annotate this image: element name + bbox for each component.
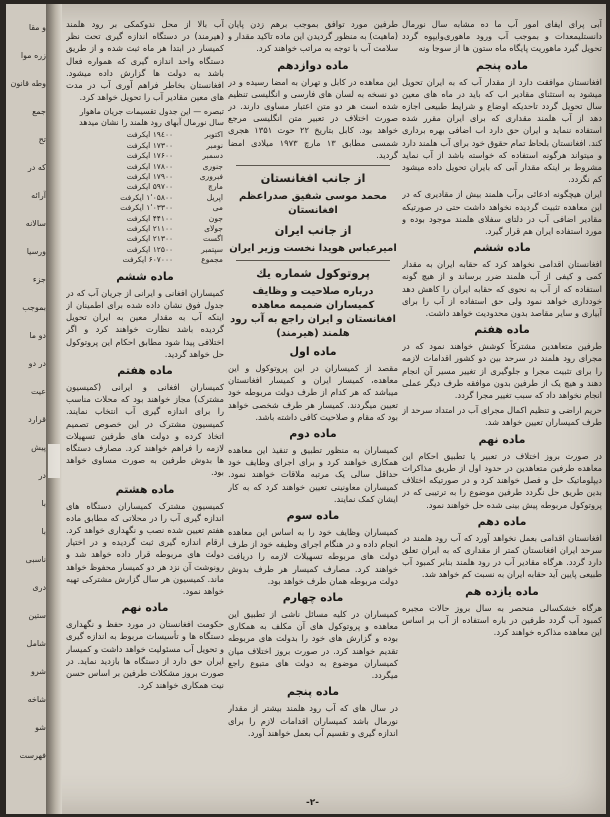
adjacent-page-fragment: پیش (31, 443, 46, 452)
paragraph: در سال های که آب رود هلمند بیشتر از مقدار نورمال باشد کمیساران اقدامات لازم را برای اندازه گیری و تقسیم آب بعمل خواهند آورد. (228, 703, 398, 738)
adjacent-page-fragment: ورسیا (26, 247, 46, 256)
newspaper-page (6, 4, 606, 814)
table-cell-month: جنوری (202, 161, 223, 171)
table-cell-value: ۱۷۸۰٠ ایکرفت (126, 161, 174, 171)
adjacent-page-fragment: با (41, 527, 46, 536)
adjacent-page-fragment: قرارد (28, 415, 46, 424)
column-middle (228, 18, 398, 804)
adjacent-page-fragment: شاخه (27, 695, 46, 704)
adjacent-page-fragment: دری (32, 583, 46, 592)
article-heading: ماده نهم (478, 432, 526, 446)
paragraph: کمیساران به منظور تطبیق و تنفیذ این معاهده همکاری خواهند کرد و برای اجرای وظایف خود حداقل سالی یک مرتبه ملاقات خواهند نمود. کمیساران معاونینی تعیین خواهند کرد که به کار ایشان کمک نمایند. (228, 445, 398, 504)
table-row (66, 245, 224, 255)
table-cell-value: ۱۲۵۰٠ ایکرفت (126, 244, 174, 254)
adjacent-page-fragment: در (38, 471, 46, 480)
paragraph: کمیساران وظایف خود را به اساس این معاهده انجام داده و در هنگام اجرای وظیفه خود از طرف دولت های مربوطه تسهیلات لازمه را دریافت خواهند کرد. مصارف کمیسار هر طرف بدوش دولت مربوطه همان طرف خواهد بود. (228, 527, 398, 586)
paragraph: هرگاه خشکسالی منحصر به سال بروز حالات مجبره کمبود آب گردد طرفین در باره استفاده از آب بر اساس این معاهده مذاکره خواهند کرد. (402, 602, 602, 637)
table-cell-value: ۲۱۳۰٠ ایکرفت (126, 234, 174, 244)
table-row (66, 172, 224, 182)
article-heading: ماده دوم (289, 427, 337, 441)
paragraph: طرفین متعاهدین مشترکاً کوشش خواهند نمود که در مجرای رود هلمند در سرحد بین دو کشور اقدامات لازمه را برای تثبیت مجرا و جلوگیری از تغییر مسیر آن انجام دهند و هیچ یک از طرفین بدون موافقه طرف دیگر عملی انجام نخواهد داد که سبب تغییر مجرا گردد. (402, 341, 602, 401)
adjacent-page-fragment: ناسبی (25, 555, 46, 564)
article-heading: ماده سوم (286, 509, 340, 523)
table-row (66, 224, 224, 234)
adjacent-page-fragment: تح (38, 135, 46, 144)
article-heading: ماده ششم (473, 241, 531, 255)
table-cell-value: ۲۱۱۰٠ ایکرفت (126, 224, 174, 234)
table-cell-month: فبروری (199, 172, 223, 182)
protocol-subtitle: درباره صلاحیت و وظایف کمیساران ضمیمه معاهده افغانستان و ایران راجع به آب رود هلمند (هیرمند) (230, 286, 396, 340)
adjacent-page-fragment: و مقا (28, 23, 46, 32)
adjacent-page-fragment: که در (27, 163, 46, 172)
paragraph: حریم اراضی و تنظیم اکمال مجرای آب در امتداد سرحد از طرف کمیساران تعیین خواهد شد. (402, 405, 602, 428)
paragraph: افغانستان اقدامی بعمل نخواهد آورد که آب رود هلمند در سرحد ایران افغانستان کمتر از مقداری که به ایران تعلق دارد گردد. هرگاه مقادیر آب در رود هلمند بنابر کمبود آب طبیعی پایین آید حقابه ایران به نسبت کم خواهد شد. (402, 532, 602, 580)
table-row (66, 255, 224, 265)
table-row (66, 162, 224, 172)
paragraph: افغانستان اقدامی نخواهد کرد که حقابه ایران به مقدار کمی و کیفی از آب هلمند ضرر برساند و از هیچ گونه استفاده که از آب به نحوی که حقابه ایران را کاهش دهد خودداری خواهد نمود ولی حق استفاده از آب را برای آبیاری و سایر مقاصد بدون محدودیت خواهد داشت. (402, 259, 602, 319)
adjacent-page-fragment: عیت (30, 387, 46, 396)
table-cell-value: ۴۴۱۰٠ ایکرفت (126, 213, 174, 223)
article-heading: ماده پنجم (475, 58, 529, 72)
article-heading: ماده چهارم (282, 591, 344, 605)
table-cell-month: سپتمبر (201, 244, 223, 254)
table-cell-month: می (212, 203, 223, 213)
paragraph: در صورت بروز اختلاف در تعبیر یا تطبیق احکام این معاهده طرفین متعاهدین در حدود اول از طریق مذاکرات دیپلوماتیک حل و فصل خواهند کرد و در صورتیکه اختلاف بدین طریق حل نگردد طرفین موضوع را به ترتیبی که در پروتوکول مربوطه پیش بینی شده حل خواهند نمود. (402, 450, 602, 510)
adjacent-page-fragment: شرو (31, 667, 46, 676)
table-cell-month: جولای (204, 224, 223, 234)
adjacent-page-fragment: دو ما (29, 331, 46, 340)
article-heading: ماده پنجم (286, 685, 340, 699)
adjacent-page-fragment: در دو (28, 359, 46, 368)
table-cell-value: ۱۷۳۰٠ ایکرفت (126, 140, 174, 150)
paragraph: ایران هیچگونه ادعائی برآب هلمند بیش از مقادیری که در این معاهده تثبیت گردیده نخواهد داشت حتی در صورتیکه مقادیر اضافی آب در دلتای سفلای هلمند موجود بوده و مورد استفاده ایران هم قرار گیرد. (402, 189, 602, 237)
table-cell-value: ۶۰۷۰٠٠ ایکرفت (122, 255, 174, 265)
table-caption: تبصره — این جدول تقسیمات جریان ماهوار سال نورمال آبهای رود هلمند را نشان میدهد (79, 107, 224, 128)
torn-patch (48, 444, 60, 478)
table-cell-value: ۱٬۰۵۸۰٠ ایکرفت (120, 192, 174, 202)
paragraph: آبی پرای ایفای امور آب ما ده مشابه سال نورمال دانستلیمعدات و بموجب آب ورود ماهوری‌وایپوه‌ گردد تحویل گیرد ماهوریت پایگاه ماه ستون ها از سوجا ونه (402, 19, 602, 54)
page-spine (46, 4, 62, 814)
table-cell-value: ۱۷۶۰٠ ایکرفت (126, 151, 174, 161)
signatory-heading: از جانب افغانستان (260, 171, 366, 186)
divider (236, 165, 390, 166)
table-row (66, 130, 224, 140)
adjacent-page-fragment: جمع (32, 107, 46, 116)
adjacent-page-fragment: سالانه (25, 219, 46, 228)
adjacent-page-fragment: جزء (32, 275, 46, 284)
table-cell-month: اپریل (206, 192, 223, 202)
table-row (66, 182, 224, 192)
adjacent-page-fragment: زره موا (20, 51, 46, 60)
table-row (66, 141, 224, 151)
protocol-title: پروتوکول شماره یك (256, 266, 370, 281)
table-cell-month: مجموع (201, 255, 223, 265)
paragraph: آب بالا از محل ندوکمکی بر رود هلمند (هیرمند) در دستگاه اندازه گیری تحت نظر کمیسار در ابتدا هر ماه ثبت شده و از طریق دستگاه واحد اندازه گیری که همواره فعال باشد به دولت ها گزارش داده میشود. افغانستان بخاطر فراهم آوری آب در مدت های معین مقادیر آب را تحویل خواهد کرد. (66, 19, 224, 103)
article-heading: ماده هفتم (474, 323, 530, 337)
paragraph: کمیساران در کلیه مسائل ناشی از تطبیق این معاهده و پروتوکول های آن مکلف به همکاری بوده و گزارش های خود را بدولت های مربوطه تقدیم خواهند کرد. در صورت بروز اختلاف میان کمیساران موضوع به دولت های متبوع راجع میگردد. (228, 609, 398, 681)
table-cell-value: ۱۹٤٠٠ ایکرفت (126, 130, 174, 140)
paragraph: کمیساران افغانی و ایرانی (کمیسیون مشترک) مجاز خواهند بود که محلات مناسب را برای اندازه گیری آب انتخاب نمایند. کمیسیون مشترک در این خصوص تصمیم اتخاذ کرده و دولت های طرفین تسهیلات لازمه را فراهم خواهند کرد. مصارف دستگاه ها بدوش طرفین به صورت مساوی خواهد بود. (66, 381, 224, 478)
table-cell-value: ۵۹۷۰٠ ایکرفت (126, 182, 174, 192)
adjacent-page-edge (6, 4, 50, 814)
paragraph: حکومت افغانستان در مورد حفظ و نگهداری دستگاه ها و تأسیسات مربوط به اندازه گیری و تحویل آب مسئولیت خواهد داشت و کمیسار ایران حق دارد از دستگاه ها بازدید نماید. در صورت بروز مشکلات طرفین بر اساس حسن نیت همکاری خواهند کرد. (66, 619, 224, 691)
paragraph: کمیسیون مشترک کمیساران دستگاه های اندازه گیری آب را در محلاتی که مطابق ماده هفتم تعیین شده نصب و نگهداری خواهد کرد. ارقام اندازه گیری ثبت گردیده و در اختیار دولت های مربوطه قرار داده خواهد شد و رونوشت آن نزد هر دو کمیسار محفوظ خواهد ماند. کمیسیون هر سال گزارش مشترکی تهیه خواهد نمود. (66, 500, 224, 596)
table-cell-value: ۱۷۹۰٠ ایکرفت (126, 172, 174, 182)
adjacent-page-fragment: با (41, 499, 46, 508)
article-heading: ماده دهم (477, 514, 527, 528)
table-cell-month: دسمبر (202, 151, 223, 161)
adjacent-page-fragment: شامل (26, 639, 46, 648)
paragraph: این معاهده در کابل و تهران به امضا رسیده و در دو نسخه به لسان های فارسی و انگلیسی تنظیم شده است هر دو متن اعتبار مساوی دارند. در صورت اختلاف در تعبیر متن انگلیسی مرجع خواهد بود. کابل بتاریخ ۲۲ حوت ۱۳۵۱ هجری شمسی مطابق ۱۳ مارچ ۱۹۷۳ میلادی امضا گردید. (228, 76, 398, 160)
table-row (66, 151, 224, 161)
article-heading: ماده هشتم (115, 482, 175, 496)
article-heading: ماده ششم (116, 269, 174, 283)
article-heading: ماده اول (289, 345, 337, 359)
table-cell-month: اگست (203, 234, 223, 244)
adjacent-page-fragment: ستین (28, 611, 46, 620)
table-cell-month: مارچ (208, 182, 223, 192)
adjacent-page-fragment: شو (35, 723, 46, 732)
divider (236, 260, 390, 261)
column-left (66, 18, 224, 804)
article-heading: ماده دوازدهم (277, 58, 349, 72)
table-row (66, 193, 224, 203)
column-right (402, 18, 602, 804)
paragraph: مقصد از کمیساران در این پروتوکول و این معاهده، کمیسار ایران و کمیسار افغانستان میباشد که هر کدام از طرف دولت مربوطه خود تعیین میگردند. کمیسار هر طرف شخصی خواهد بود که مقام و صلاحیت کافی داشته باشد. (228, 363, 398, 422)
paragraph: کمیساران افغانی و ایرانی از جریان آب که در جدول فوق نشان داده شده برای اطمینان از اینکه آب به مقدار معین به ایران تحویل گردیده باشد نظارت خواهند کرد و اگر اختلافی پیدا شود مطابق احکام این پروتوکول حل خواهد گردید. (66, 287, 224, 359)
article-heading: ماده هفتم (117, 363, 173, 377)
article-heading: ماده نهم (121, 601, 169, 615)
table-cell-month: جون (208, 213, 223, 223)
table-row (66, 214, 224, 224)
adjacent-page-fragment: آرائه (31, 191, 46, 200)
signatory-name: محمد موسی شفیق صدراعظم افغانستان (239, 191, 387, 217)
table-row (66, 203, 224, 213)
article-heading: ماده یازده هم (465, 584, 539, 598)
table-cell-month: نومبر (206, 140, 223, 150)
signatory-name: امیرعباس هویدا نخست وزیر ایران (229, 243, 397, 255)
page-number: -۲- (306, 798, 319, 808)
table-cell-month: اکتوبر (204, 130, 223, 140)
adjacent-page-fragment: فهرست (19, 751, 46, 760)
adjacent-page-fragment: وطه قانون (10, 79, 46, 88)
flow-table (66, 130, 224, 265)
paragraph: افغانستان موافقت دارد از مقدار آب که به ایران تحویل میشود به استثنای مقادیر اب که باید در ماه های معین سال تحویل گردد تاحدیکه اوضاع و شرایط طبیعی اجازه دهد از آب هلمند مقداری که برای ایران مقرر شده استفاده ننماید و ایران حق دارد اب اضافی بهره برداری کند. افغانستان بلحاظ تمام حقوق خود برای آب هلمند دارد و میتواند هرگونه استفاده که خواسته باشد از آب نماید مشروط بر اینکه مقدار آبی که بایران تحویل داده میشود کم نگردد. (402, 76, 602, 185)
table-cell-value: ۱٬۰۳۳٠٠ ایکرفت (120, 203, 174, 213)
adjacent-page-fragment: بموجب (22, 303, 46, 312)
paragraph: طرفین مورد توافق بموجب برهم زدن پایان (ماهیت) به منظور گردیدن این ماده تاکید مقدار و سلامت آب با توجه به مراتب خواهند کرد. (228, 19, 398, 54)
table-row (66, 234, 224, 244)
signatory-heading: از جانب ایران (274, 223, 352, 238)
